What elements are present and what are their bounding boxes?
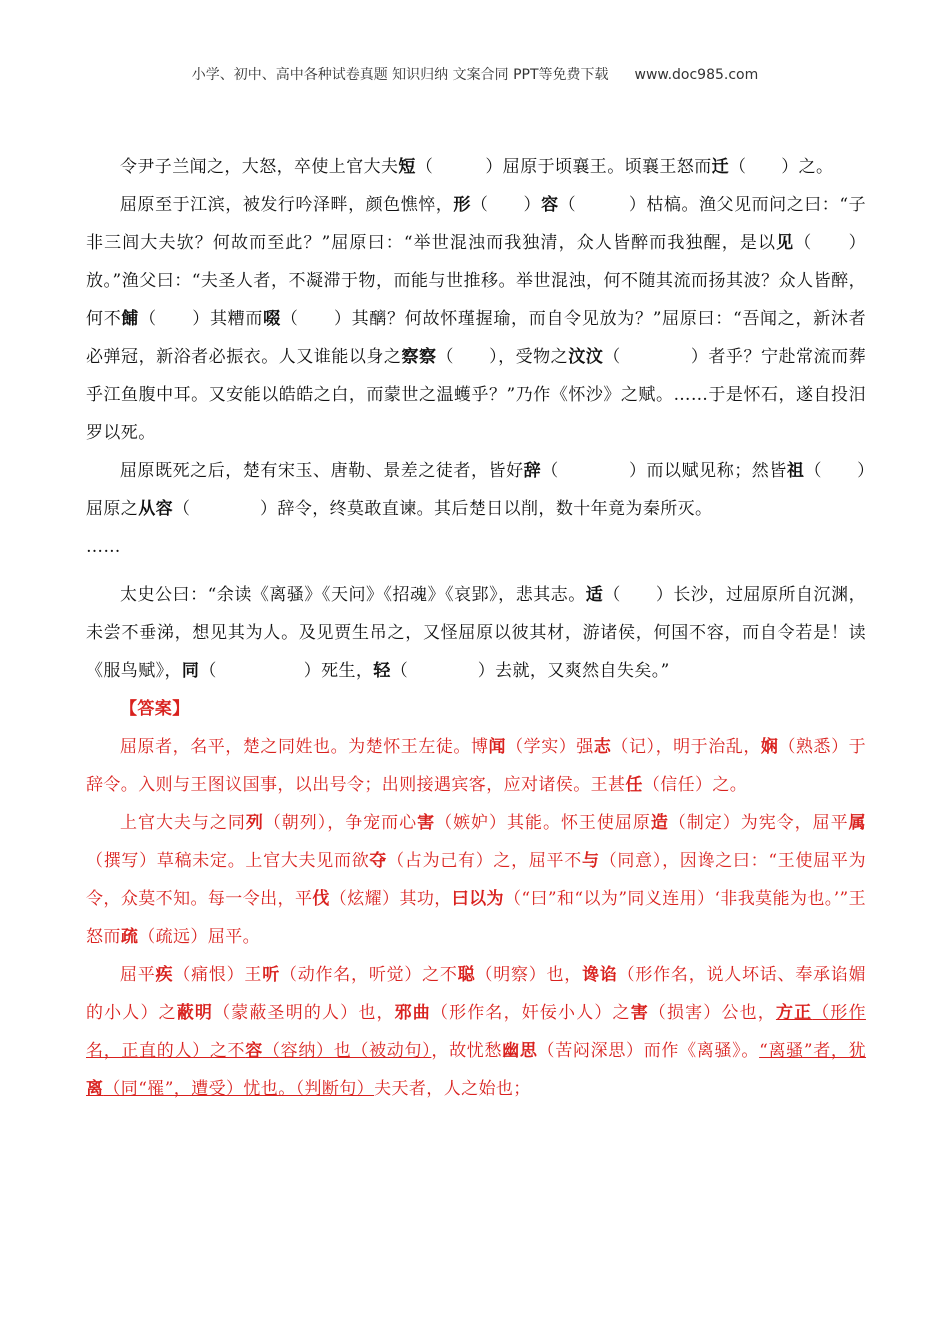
- answer-paragraph-2: 上官大夫与之同列（朝列），争宠而心害（嫉妒）其能。怀王使屈原造（制定）为宪令，屈平属（撰写）草稿未定。上官大夫见而欲夺（占为己有）之，屈平不与（同意），因谗之曰：“王使屈平为令，众莫不知。每一令出，平伐（炫耀）其功，曰以为（“曰”和“以为”同义连用）‘非我莫能为也。’”王怒而疏（疏远）屈平。: [86, 813, 867, 947]
- ellipsis-line: ……: [86, 537, 121, 557]
- page-header: [0, 64, 950, 84]
- question-paragraph-4: 太史公曰：“余读《离骚》《天问》《招魂》《哀郢》，悲其志。适（ ）长沙，过屈原所自沉渊，未尝不垂涕，想见其为人。及见贾生吊之，又怪屈原以彼其材，游诸侯，何国不容，而自令若是！读《服鸟赋》，同（ ）死生，轻（ ）去就，又爽然自失矣。”: [86, 585, 866, 681]
- answer-paragraph-1: 屈原者，名平，楚之同姓也。为楚怀王左徒。博闻（学实）强志（记），明于治乱，娴（熟悉）于辞令。入则与王图议国事，以出号令；出则接遇宾客，应对诸侯。王甚任（信任）之。: [86, 737, 867, 795]
- question-paragraph-3: 屈原既死之后，楚有宋玉、唐勒、景差之徒者，皆好辞（ ）而以赋见称；然皆祖（ ）屈原之从容（ ）辞令，终莫敢直谏。其后楚日以削，数十年竟为秦所灭。: [86, 461, 867, 519]
- answer-label: 【答案】: [120, 699, 190, 719]
- question-paragraph-1: 令尹子兰闻之，大怒，卒使上官大夫短（ ）屈原于顷襄王。顷襄王怒而迁（ ）之。: [120, 157, 834, 177]
- answer-paragraph-3: 屈平疾（痛恨）王听（动作名，听觉）之不聪（明察）也，谗谄（形作名，说人坏话、奉承谄媚的小人）之蔽明（蒙蔽圣明的人）也，邪曲（形作名，奸佞小人）之害（损害）公也，方正（形作名，正直的人）之不容（容纳）也（被动句），故忧愁幽思（苦闷深思）而作《离骚》。“离骚”者，犹离（同“罹”，遭受）忧也。（判断句）夫天者，人之始也；: [86, 965, 867, 1099]
- header-text: 小学、初中、高中各种试卷真题 知识归纳 文案合同 PPT等免费下载: [191, 67, 609, 83]
- underlined-passive-sentence: 方正（形作名，正直的人）之不容（容纳）也（被动句）: [86, 1003, 866, 1061]
- underlined-judgment-sentence: “离骚”者，犹离（同“罹”，遭受）忧也。（判断句）: [86, 1041, 867, 1099]
- document-body: [86, 148, 866, 1108]
- question-paragraph-2: 屈原至于江滨，被发行吟泽畔，颜色憔悴，形（ ）容（ ）枯槁。渔父见而问之曰：“子非三闾大夫欤？何故而至此？”屈原曰：“举世混浊而我独清，众人皆醉而我独醒，是以见（ ）放。”渔父曰：“夫圣人者，不凝滞于物，而能与世推移。举世混浊，何不随其流而扬其波？众人皆醉，何不餔（ ）其糟而啜（ ）其醨？何故怀瑾握瑜，而自令见放为？”屈原曰：“吾闻之，新沐者必弹冠，新浴者必振衣。人又谁能以身之察察（ ），受物之汶汶（ ）者乎？宁赴常流而葬乎江鱼腹中耳。又安能以皓皓之白，而蒙世之温蠖乎？”乃作《怀沙》之赋。……于是怀石，遂自投汨罗以死。: [86, 195, 867, 443]
- header-site-link[interactable]: www.doc985.com: [634, 67, 759, 83]
